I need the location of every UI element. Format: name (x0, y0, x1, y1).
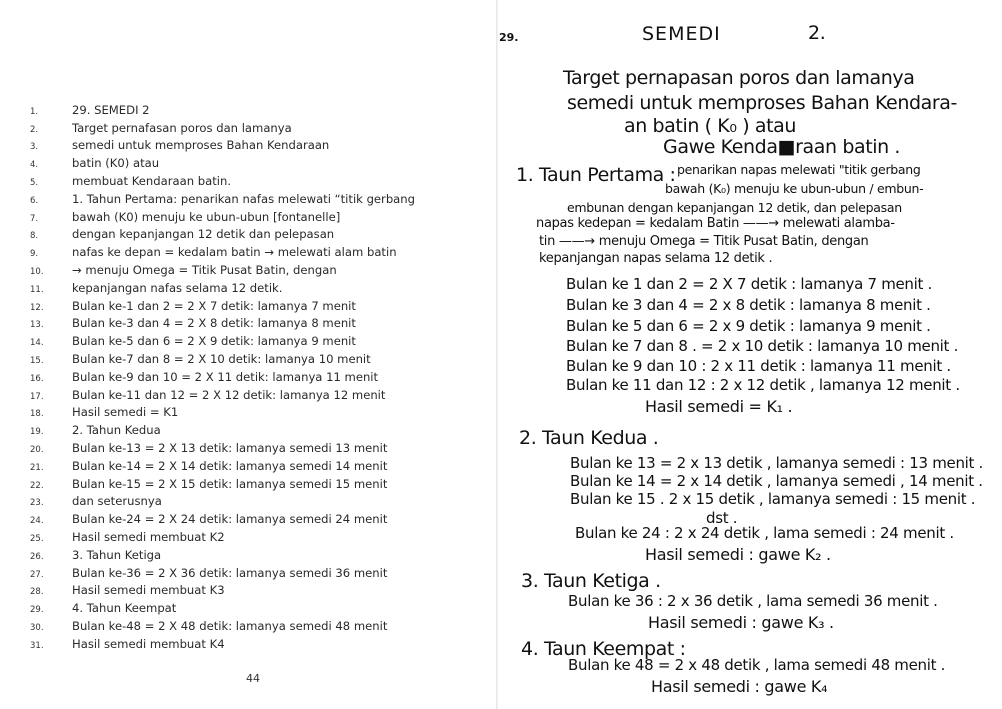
transcription-line (30, 152, 415, 170)
transcription-line (30, 206, 415, 224)
s3-result: Hasil semedi : gawe K₃ . (648, 613, 834, 632)
line-text: 4. Tahun Keempat (72, 601, 177, 616)
line-number: 5. (30, 177, 39, 188)
line-number: 7. (30, 213, 39, 224)
line-number: 31. (30, 640, 44, 651)
left-page (0, 0, 498, 709)
line-text: Bulan ke-3 dan 4 = 2 X 8 detik: lamanya 8 menit (72, 316, 356, 331)
line-text: 2. Tahun Kedua (72, 423, 161, 438)
line-number: 10. (30, 266, 44, 277)
heading-line-4: Gawe Kenda■raan batin . (663, 136, 901, 158)
line-number: 24. (30, 516, 44, 527)
line-text: Bulan ke-5 dan 6 = 2 X 9 detik: lamanya 9 menit (72, 334, 356, 349)
s2-row-3: Bulan ke 15 . 2 x 15 detik , lamanya semedi : 15 menit . (570, 490, 976, 508)
section4-label: 4. Taun Keempat : (521, 638, 686, 660)
transcription-line (30, 170, 415, 188)
transcription-line (30, 241, 415, 259)
line-number: 19. (30, 427, 44, 438)
transcription-line (30, 402, 415, 420)
line-text: semedi untuk memproses Bahan Kendaraan (72, 138, 330, 153)
transcription-line (30, 633, 415, 651)
line-text: membuat Kendaraan batin. (72, 173, 232, 188)
line-text: dengan kepanjangan 12 detik dan pelepasan (72, 227, 335, 242)
line-text: Hasil semedi membuat K3 (72, 583, 225, 598)
line-text: Bulan ke-11 dan 12 = 2 X 12 detik: lamanya 12 menit (72, 387, 386, 402)
transcription-line (30, 384, 415, 402)
line-text: Bulan ke-14 = 2 X 14 detik: lamanya semedi 14 menit (72, 458, 388, 473)
line-number: 8. (30, 231, 39, 242)
line-text: Bulan ke-7 dan 8 = 2 X 10 detik: lamanya 10 menit (72, 351, 371, 366)
page-number: 44 (246, 672, 260, 685)
s2-dst: dst . (706, 509, 738, 527)
line-number: 15. (30, 355, 44, 366)
section1-text-6: kepanjangan napas selama 12 detik . (539, 251, 773, 266)
line-number: 18. (30, 409, 44, 420)
line-number: 16. (30, 373, 44, 384)
s1-row-1: Bulan ke 1 dan 2 = 2 X 7 detik : lamanya 7 menit . (566, 275, 933, 293)
section1-text-3: embunan dengan kepanjangan 12 detik, dan pelepasan (567, 200, 902, 215)
transcription-line (30, 544, 415, 562)
transcription-line (30, 437, 415, 455)
title-suffix: 2. (808, 22, 826, 44)
heading-line-3: an batin ( K₀ ) atau (624, 115, 797, 137)
line-text: → menuju Omega = Titik Pusat Batin, dengan (72, 262, 337, 277)
section1-text-2: bawah (K₀) menuju ke ubun-ubun / embun- (665, 181, 924, 196)
line-number: 22. (30, 480, 44, 491)
section2-label: 2. Taun Kedua . (519, 427, 659, 449)
s1-result: Hasil semedi = K₁ . (645, 397, 793, 416)
transcription-line (30, 615, 415, 633)
line-text: 1. Tahun Pertama: penarikan nafas melewati “titik gerbang (72, 191, 415, 206)
s4-result: Hasil semedi : gawe K₄ (651, 677, 828, 696)
transcription-line (30, 580, 415, 598)
line-number: 28. (30, 587, 44, 598)
section1-text-5: tin ——→ menuju Omega = Titik Pusat Batin, dengan (539, 234, 869, 249)
title-semedi: SEMEDI (642, 23, 721, 45)
line-text: kepanjangan nafas selama 12 detik. (72, 280, 283, 295)
s1-row-3: Bulan ke 5 dan 6 = 2 x 9 detik : lamanya 9 menit . (566, 317, 931, 335)
section1-text-4: napas kedepan = kedalam Batin ——→ melewati alamba- (536, 216, 895, 231)
line-number: 4. (30, 160, 39, 171)
transcription-line (30, 491, 415, 509)
s4-row: Bulan ke 48 = 2 x 48 detik , lama semedi 48 menit . (568, 656, 946, 674)
line-text: Bulan ke-24 = 2 X 24 detik: lamanya semedi 24 menit (72, 512, 388, 527)
line-text: 29. SEMEDI 2 (72, 102, 150, 117)
line-text: bawah (K0) menuju ke ubun-ubun [fontanelle] (72, 209, 341, 224)
line-number: 9. (30, 249, 39, 260)
transcription-line (30, 330, 415, 348)
line-text: Hasil semedi membuat K2 (72, 529, 225, 544)
s1-row-2: Bulan ke 3 dan 4 = 2 x 8 detik : lamanya 8 menit . (566, 296, 931, 314)
line-number: 30. (30, 622, 44, 633)
transcription-list (30, 99, 415, 651)
transcription-line (30, 259, 415, 277)
transcription-line (30, 508, 415, 526)
line-number: 11. (30, 284, 44, 295)
transcription-line (30, 597, 415, 615)
line-number: 1. (30, 106, 39, 117)
transcription-line (30, 277, 415, 295)
s1-row-4: Bulan ke 7 dan 8 . = 2 x 10 detik : lamanya 10 menit . (566, 337, 959, 355)
line-text: Target pernafasan poros dan lamanya (72, 120, 292, 135)
transcription-line (30, 224, 415, 242)
transcription-line (30, 526, 415, 544)
line-number: 13. (30, 320, 44, 331)
line-text: dan seterusnya (72, 494, 162, 509)
heading-line-1: Target pernapasan poros dan lamanya (563, 67, 915, 89)
transcription-line (30, 366, 415, 384)
line-text: Hasil semedi = K1 (72, 405, 179, 420)
s3-row: Bulan ke 36 : 2 x 36 detik , lama semedi 36 menit . (568, 592, 938, 610)
section3-label: 3. Taun Ketiga . (521, 570, 661, 592)
line-text: Bulan ke-13 = 2 X 13 detik: lamanya semedi 13 menit (72, 440, 388, 455)
transcription-line (30, 348, 415, 366)
s2-result: Hasil semedi : gawe K₂ . (645, 545, 831, 564)
transcription-line (30, 135, 415, 153)
line-number: 21. (30, 462, 44, 473)
line-number: 26. (30, 551, 44, 562)
line-number: 23. (30, 498, 44, 509)
line-text: Bulan ke-1 dan 2 = 2 X 7 detik: lamanya 7 menit (72, 298, 356, 313)
line-number: 2. (30, 124, 39, 135)
transcription-line (30, 188, 415, 206)
transcription-line (30, 455, 415, 473)
handwritten-page-marker: 29. (499, 31, 519, 44)
line-number: 12. (30, 302, 44, 313)
transcription-line (30, 99, 415, 117)
s1-row-6: Bulan ke 11 dan 12 : 2 x 12 detik , lamanya 12 menit . (566, 376, 960, 394)
line-text: Hasil semedi membuat K4 (72, 636, 225, 651)
heading-line-2: semedi untuk memproses Bahan Kendara- (567, 92, 957, 114)
line-number: 20. (30, 444, 44, 455)
section1-text-1: penarikan napas melewati "titik gerbang (677, 162, 921, 177)
section1-label: 1. Taun Pertama : (516, 164, 676, 186)
line-text: batin (K0) atau (72, 156, 160, 171)
line-number: 17. (30, 391, 44, 402)
transcription-line (30, 117, 415, 135)
line-number: 29. (30, 605, 44, 616)
line-text: Bulan ke-15 = 2 X 15 detik: lamanya semedi 15 menit (72, 476, 388, 491)
s2-row-24: Bulan ke 24 : 2 x 24 detik , lama semedi : 24 menit . (575, 524, 954, 542)
transcription-line (30, 419, 415, 437)
transcription-line (30, 313, 415, 331)
s2-row-2: Bulan ke 14 = 2 x 14 detik , lamanya semedi , 14 menit . (570, 472, 983, 490)
line-text: Bulan ke-48 = 2 X 48 detik: lamanya semedi 48 menit (72, 618, 388, 633)
s2-row-1: Bulan ke 13 = 2 x 13 detik , lamanya semedi : 13 menit . (570, 454, 984, 472)
transcription-line (30, 473, 415, 491)
line-text: nafas ke depan = kedalam batin → melewati alam batin (72, 245, 397, 260)
s1-row-5: Bulan ke 9 dan 10 : 2 x 11 detik : lamanya 11 menit . (566, 357, 951, 375)
line-number: 25. (30, 533, 44, 544)
transcription-line (30, 295, 415, 313)
line-text: 3. Tahun Ketiga (72, 547, 162, 562)
line-text: Bulan ke-36 = 2 X 36 detik: lamanya semedi 36 menit (72, 565, 388, 580)
transcription-line (30, 562, 415, 580)
line-text: Bulan ke-9 dan 10 = 2 X 11 detik: lamanya 11 menit (72, 369, 379, 384)
line-number: 27. (30, 569, 44, 580)
line-number: 6. (30, 195, 39, 206)
line-number: 14. (30, 338, 44, 349)
line-number: 3. (30, 142, 39, 153)
